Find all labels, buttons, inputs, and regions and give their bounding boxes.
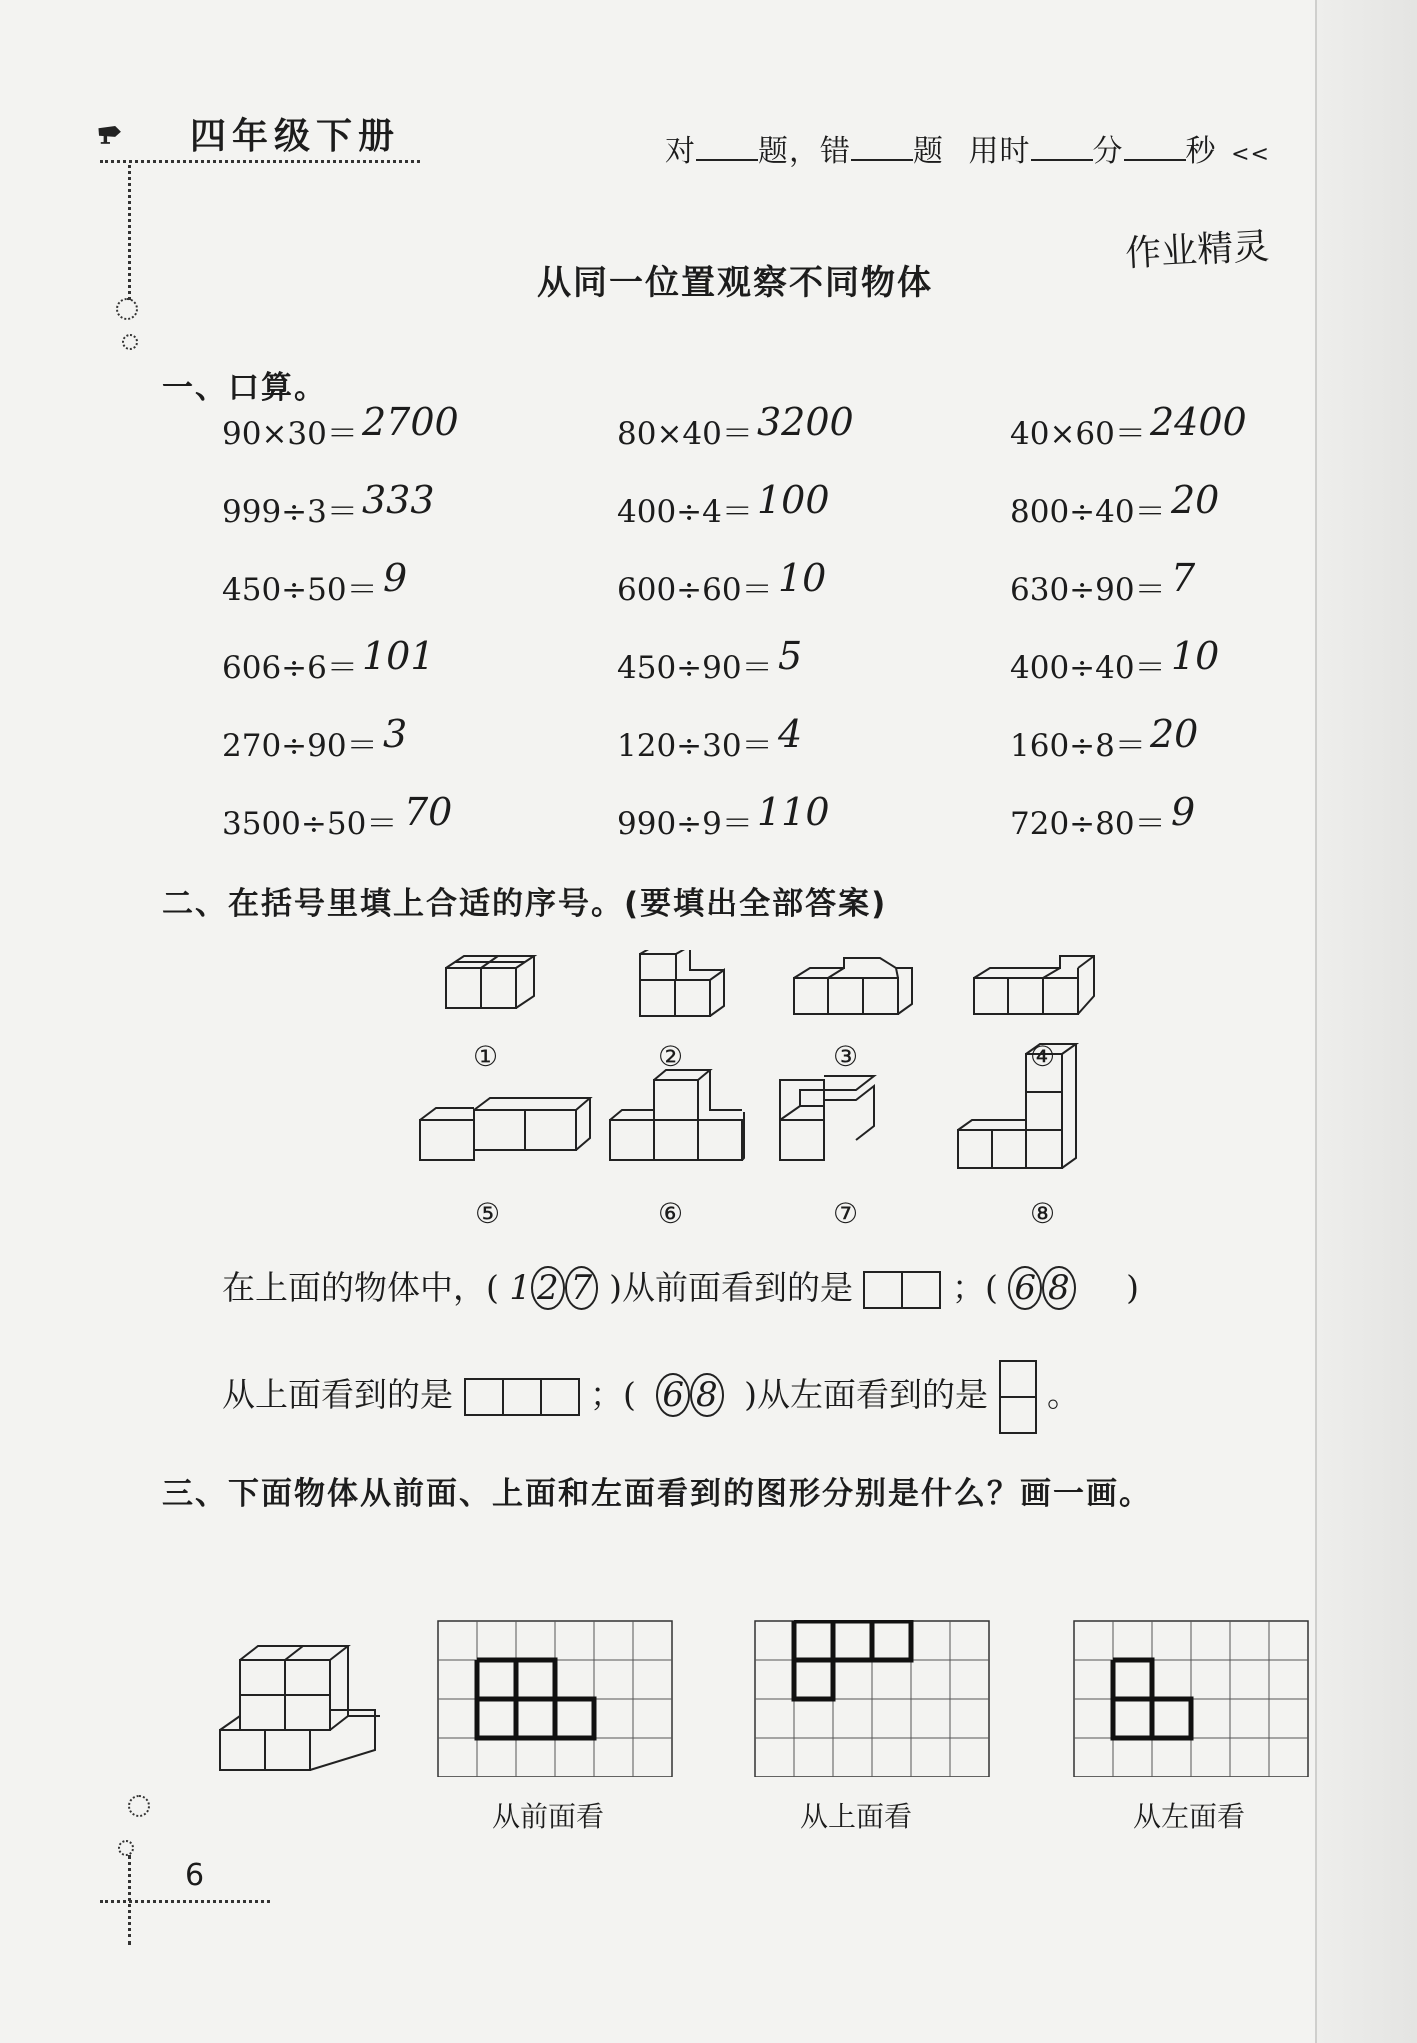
answer-front: 1 2 7: [509, 1268, 609, 1308]
calc-question: 800÷40＝: [1010, 494, 1166, 530]
calc-question: 600÷60＝: [617, 572, 773, 608]
calc-answer[interactable]: 100: [757, 478, 830, 522]
handwritten-brand: 作业精灵: [1124, 226, 1271, 275]
left-view-grid[interactable]: [1073, 1620, 1309, 1777]
calc-answer[interactable]: 333: [362, 478, 435, 522]
figure-7: [780, 1076, 874, 1160]
calc-question: 720÷80＝: [1010, 806, 1166, 842]
calc-question: 606÷6＝: [222, 650, 358, 686]
calc-answer[interactable]: 101: [362, 634, 435, 678]
figure-6: [610, 1070, 744, 1160]
header-dots: [100, 160, 420, 163]
calc-answer[interactable]: 4: [778, 712, 803, 756]
calc-question: 40×60＝: [1010, 416, 1146, 452]
grid-label-front: 从前面看: [492, 1800, 605, 1833]
calc-question: 400÷4＝: [617, 494, 753, 530]
block-figures: [410, 950, 1130, 1230]
calc-question: 990÷9＝: [617, 806, 753, 842]
s2-line-1: 在上面的物体中，( 1 2 7 )从前面看到的是 ；( 6 8 ): [222, 1268, 1140, 1308]
calc-answer[interactable]: 5: [778, 634, 803, 678]
ring-icon: [116, 298, 138, 320]
calc-answer[interactable]: 10: [1171, 634, 1220, 678]
calc-question: 400÷40＝: [1010, 650, 1166, 686]
figure-label: ⑦: [833, 1197, 859, 1230]
figure-3: [794, 958, 912, 1014]
s2-line-2: 从上面看到的是 ；( 6 8 )从左面看到的是 。: [222, 1360, 1080, 1434]
figure-label: ①: [473, 1040, 499, 1073]
grid-label-left: 从左面看: [1133, 1800, 1246, 1833]
calc-answer[interactable]: 20: [1171, 478, 1220, 522]
drawn-answer-stroke: [1113, 1699, 1152, 1738]
calc-question: 450÷50＝: [222, 572, 378, 608]
calc-answer[interactable]: 9: [383, 556, 408, 600]
calc-question: 999÷3＝: [222, 494, 358, 530]
page-edge: [1315, 0, 1417, 2043]
calc-answer[interactable]: 2700: [362, 400, 459, 444]
calc-question: 120÷30＝: [617, 728, 773, 764]
figure-label: ③: [833, 1040, 859, 1073]
drawn-answer-stroke: [794, 1621, 911, 1660]
figure-label: ④: [1030, 1040, 1056, 1073]
section-3-heading: 三、下面物体从前面、上面和左面看到的图形分别是什么？画一画。: [162, 1476, 1152, 1512]
answer-3: 6 8: [656, 1375, 723, 1415]
section-2-heading: 二、在括号里填上合适的序号。(要填出全部答案): [162, 886, 888, 922]
answer-2: 6 8: [1008, 1268, 1075, 1308]
calc-answer[interactable]: 7: [1171, 556, 1196, 600]
ring-icon: [128, 1795, 150, 1817]
figure-label: ⑥: [658, 1197, 684, 1230]
page-number: 6: [185, 1858, 205, 1893]
calc-question: 160÷8＝: [1010, 728, 1146, 764]
ring-icon: [118, 1840, 134, 1856]
grid-label-top: 从上面看: [800, 1800, 913, 1833]
figure-1: [446, 956, 534, 1008]
left-border-dots: [128, 165, 131, 300]
calc-question: 90×30＝: [222, 416, 358, 452]
calc-answer[interactable]: 20: [1150, 712, 1199, 756]
section-1-heading: 一、口算。: [162, 370, 327, 406]
calc-question: 3500÷50＝: [222, 806, 398, 842]
score-line: 对 题，错 题 用时 分 秒 <<: [665, 134, 1270, 169]
calc-answer[interactable]: 110: [757, 790, 830, 834]
calc-answer[interactable]: 3200: [757, 400, 854, 444]
ring-icon: [122, 334, 138, 350]
front-view-grid[interactable]: [437, 1620, 673, 1777]
figure-label: ⑤: [475, 1197, 501, 1230]
figure-8: [958, 1044, 1076, 1168]
calc-question: 270÷90＝: [222, 728, 378, 764]
figure-5: [420, 1098, 590, 1160]
page-title: 从同一位置观察不同物体: [537, 263, 933, 303]
calc-question: 450÷90＝: [617, 650, 773, 686]
calc-answer[interactable]: 70: [404, 790, 453, 834]
left-view-shape: [999, 1360, 1037, 1434]
top-view-shape: [464, 1378, 580, 1416]
top-view-grid[interactable]: [754, 1620, 990, 1777]
figure-label: ⑧: [1030, 1197, 1056, 1230]
figure-4: [974, 956, 1094, 1014]
calc-question: 630÷90＝: [1010, 572, 1166, 608]
front-view-shape: [863, 1271, 941, 1309]
calc-answer[interactable]: 3: [383, 712, 408, 756]
footer-dots: [100, 1900, 270, 1903]
grade-label: 四年级下册: [190, 116, 401, 157]
figure-2: [640, 950, 724, 1016]
calc-answer[interactable]: 10: [778, 556, 827, 600]
calc-answer[interactable]: 9: [1171, 790, 1196, 834]
calc-question: 80×40＝: [617, 416, 753, 452]
calc-answer[interactable]: 2400: [1150, 400, 1247, 444]
section-3-block-figure: [210, 1640, 390, 1790]
figure-label: ②: [658, 1040, 684, 1073]
